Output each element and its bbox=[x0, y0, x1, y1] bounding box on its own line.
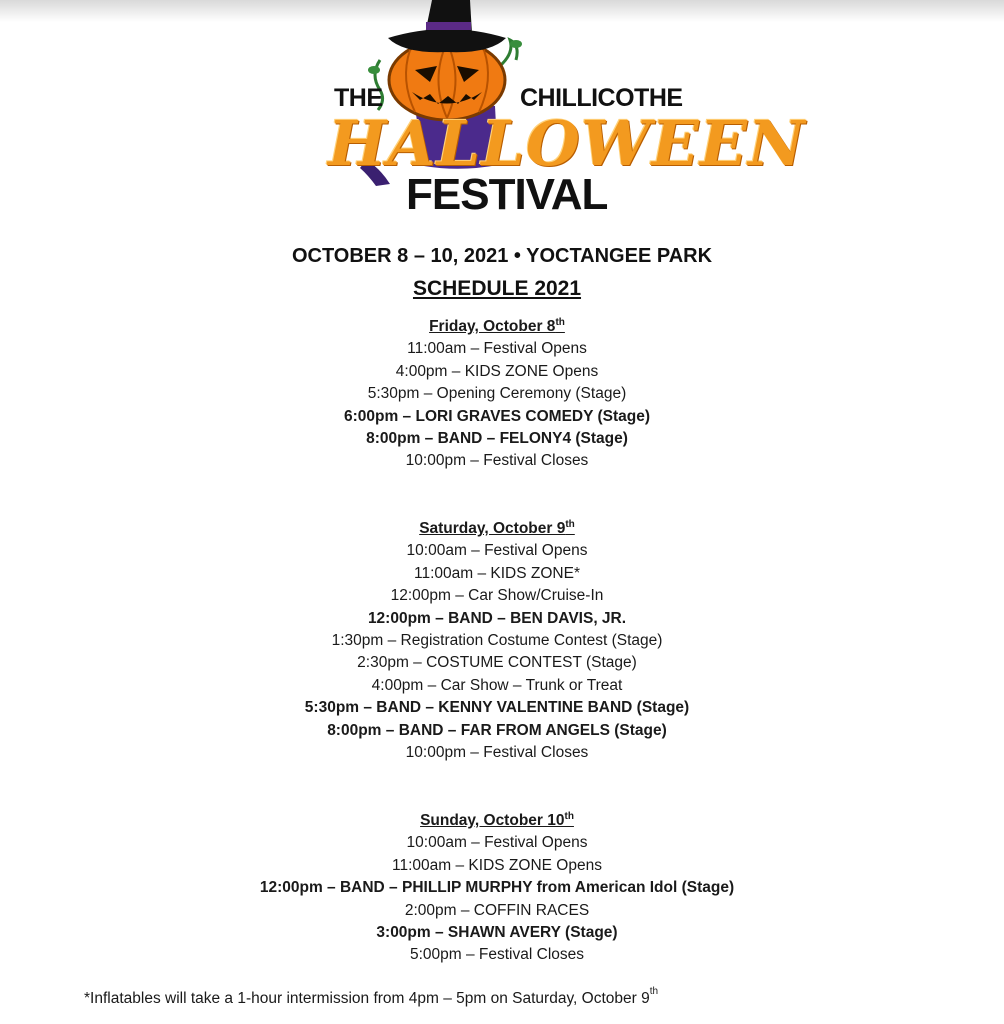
hat-band bbox=[426, 22, 471, 30]
logo-word-the: THE bbox=[334, 84, 383, 112]
footnote-sup: th bbox=[649, 986, 659, 997]
schedule-item: 3:00pm – SHAWN AVERY (Stage) bbox=[376, 923, 618, 941]
footnote bbox=[84, 986, 659, 1008]
footnote-text: *Inflatables will take a 1-hour intermission from 4pm – 5pm on Saturday, October 9 bbox=[84, 990, 650, 1007]
schedule-item: 8:00pm – BAND – FAR FROM ANGELS (Stage) bbox=[327, 721, 667, 739]
day-heading-sup: th bbox=[555, 317, 565, 328]
schedule-item: 10:00am – Festival Opens bbox=[406, 834, 588, 852]
day-heading bbox=[0, 518, 994, 540]
leaf-2 bbox=[510, 40, 522, 48]
day-heading-text: Friday, October 8 bbox=[429, 318, 556, 335]
day-saturday bbox=[0, 518, 994, 764]
day-sunday bbox=[0, 810, 994, 967]
schedule-item: 12:00pm – Car Show/Cruise-In bbox=[390, 587, 604, 605]
schedule-item: 5:00pm – Festival Closes bbox=[409, 946, 585, 964]
schedule-item: 1:30pm – Registration Costume Contest (Stage) bbox=[331, 631, 663, 649]
schedule-item: 11:00am – Festival Opens bbox=[407, 340, 587, 358]
schedule-title bbox=[0, 277, 994, 301]
schedule-item: 11:00am – KIDS ZONE Opens bbox=[392, 856, 602, 874]
logo-word-chillicothe: CHILLICOTHE bbox=[520, 84, 683, 112]
leaf-1 bbox=[368, 66, 380, 74]
schedule-item: 2:00pm – COFFIN RACES bbox=[404, 901, 590, 919]
day-friday bbox=[0, 316, 994, 473]
schedule-item: 11:00am – KIDS ZONE* bbox=[414, 564, 580, 582]
schedule-item: 10:00pm – Festival Closes bbox=[405, 743, 589, 761]
schedule-item: 5:30pm – Opening Ceremony (Stage) bbox=[367, 385, 627, 403]
schedule-item: 12:00pm – BAND – BEN DAVIS, JR. bbox=[367, 609, 627, 627]
schedule-item: 6:00pm – LORI GRAVES COMEDY (Stage) bbox=[343, 407, 651, 425]
schedule-item: 4:00pm – KIDS ZONE Opens bbox=[395, 362, 599, 380]
logo-word-halloween: HALLOWEEN bbox=[328, 107, 806, 180]
schedule-item: 10:00pm – Festival Closes bbox=[405, 452, 589, 470]
day-heading bbox=[0, 316, 994, 338]
day-heading-sup: th bbox=[564, 811, 574, 822]
schedule-item: 10:00am – Festival Opens bbox=[406, 542, 588, 560]
logo-word-festival: FESTIVAL bbox=[406, 170, 608, 219]
schedule-item: 2:30pm – COSTUME CONTEST (Stage) bbox=[357, 654, 637, 672]
day-heading bbox=[0, 810, 994, 832]
day-heading-text: Saturday, October 9 bbox=[419, 520, 566, 537]
schedule-item: 8:00pm – BAND – FELONY4 (Stage) bbox=[366, 429, 628, 447]
day-heading-text: Sunday, October 10 bbox=[420, 812, 565, 829]
day-heading-sup: th bbox=[565, 519, 575, 530]
event-date-location: OCTOBER 8 – 10, 2021 • YOCTANGEE PARK bbox=[291, 245, 713, 267]
schedule-title-text: SCHEDULE 2021 bbox=[412, 277, 582, 300]
schedule-item: 5:30pm – BAND – KENNY VALENTINE BAND (Stage) bbox=[304, 699, 690, 717]
schedule-item: 12:00pm – BAND – PHILLIP MURPHY from American Idol (Stage) bbox=[259, 879, 735, 897]
festival-logo bbox=[320, 0, 806, 225]
schedule-item: 4:00pm – Car Show – Trunk or Treat bbox=[371, 676, 623, 694]
